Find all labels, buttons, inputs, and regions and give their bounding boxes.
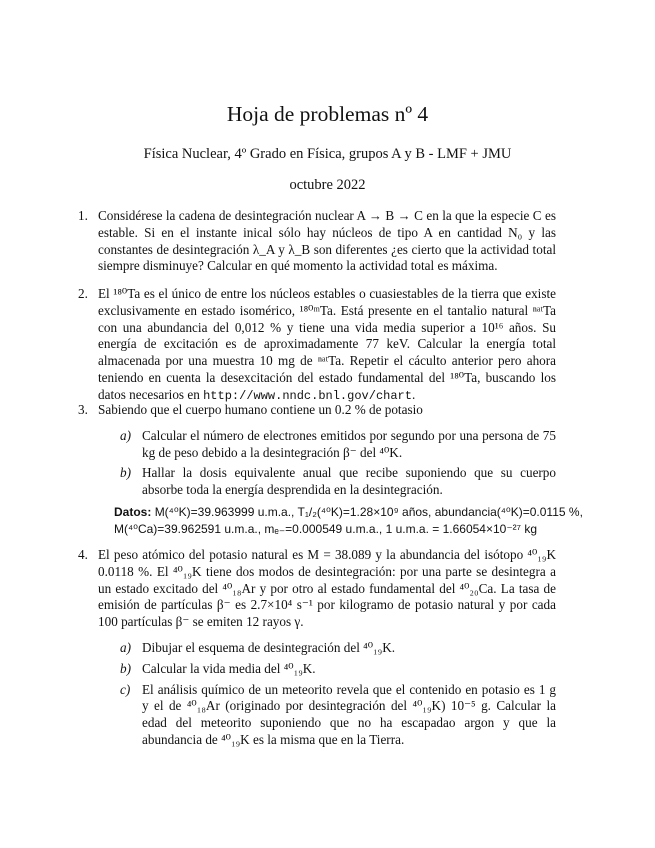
data-line-2: M(⁴⁰Ca)=39.962591 u.m.a., mₑ₋=0.000549 u.m.a., 1 u.m.a. = 1.66054×10⁻²⁷ kg: [114, 522, 538, 536]
problem-2: [78, 286, 556, 405]
subproblem-text: Hallar la dosis equivalente anual que recibe suponiendo que su cuerpo absorbe toda la energía desprendida en la desintegración.: [142, 465, 556, 498]
subproblem-a: [120, 427, 556, 462]
subproblem-text: El análisis químico de un meteorito revela que el contenido en potasio es 1 g y el de ⁴⁰₁₈Ar (originado por desintegración del ⁴⁰₁₉K) 10⁻⁵ g. Calcular la edad del meteorito suponiendo que no ha escapadao argon y que la abundancia de ⁴⁰₁₉K es la misma que en la Tierra.: [142, 681, 556, 747]
problem-text: El ¹⁸⁰Ta es el único de entre los núcleos estables o cuasiestables de la tierra que existe exclusivamente en estado isomérico, ¹⁸⁰ᵐTa. Está presente en el tantalio natural ⁿᵃᵗTa con una abundancia del 0,012 % y tiene una vida media superior a 10¹⁶ años. Su energía de excitación es de aproximadamente 77 keV. Calcular la energía total almacenada por una muestra 10 mg de ⁿᵃᵗTa. Repetir el cáculto anterior pero ahora teniendo en cuenta la desexcitación del estado fundamental del ¹⁸⁰Ta, buscando los datos necesarios en http://www.nndc.bnl.gov/chart.: [98, 286, 556, 403]
problem-3: [78, 402, 556, 499]
subproblem-label: a): [120, 639, 131, 655]
subproblem-label: c): [120, 681, 131, 697]
problem-text-main: El ¹⁸⁰Ta es el único de entre los núcleos estables o cuasiestables de la tierra que existe exclusivamente en estado isomérico, ¹⁸⁰ᵐTa. Está presente en el tantalio natural ⁿᵃᵗTa con una abundancia del 0,012 % y tiene una vida media superior a 10¹⁶ años. Su energía de excitación es de aproximadamente 77 keV. Calcular la energía total almacenada por una muestra 10 mg de ⁿᵃᵗTa. Repetir el cáculto anterior pero ahora teniendo en cuenta la desexcitación del estado fundamental del ¹⁸⁰Ta, buscando los datos necesarios en: [98, 286, 556, 402]
subproblem-text: Calcular el número de electrones emitidos por segundo por una persona de 75 kg de peso debido a la desintegración β⁻ del ⁴⁰K.: [142, 427, 556, 460]
subproblem-text: Dibujar el esquema de desintegración del ⁴⁰₁₉K.: [142, 639, 396, 655]
problem-text: El peso atómico del potasio natural es M = 38.089 y la abundancia del isótopo ⁴⁰₁₉K 0.0118 %. El ⁴⁰₁₉K tiene dos modos de desintegración: por una parte se desintegra a un estado excitado del ⁴⁰₁₈Ar y por otro al estado fundamental del ⁴⁰₂₀Ca. La tasa de emisión de partículas β⁻ es 2.7×10⁴ s⁻¹ por kilogramo de potasio natural y por cada 100 partículas β⁻ se emiten 12 rayos γ.: [98, 547, 556, 630]
data-line-1: [114, 504, 584, 521]
problem-text: Considérese la cadena de desintegración nuclear A → B → C en la que la especie C es estable. Si en el instante inical sólo hay núcleos de tipo A en cantidad N₀ y las constantes de desintegración λ_A y λ_B son diferentes ¿es cierto que la actividad total siempre disminuye? Calcular en qué momento la actividad total es máxima.: [98, 208, 556, 274]
problem-number: 4.: [78, 547, 88, 562]
problem-text: Sabiendo que el cuerpo humano contiene un 0.2 % de potasio: [98, 402, 423, 417]
subproblem-label: a): [120, 427, 131, 443]
page-title: Hoja de problemas nº 4: [226, 102, 429, 126]
url-link[interactable]: http://www.nndc.bnl.gov/chart: [203, 388, 412, 403]
subproblem-label: b): [120, 660, 131, 676]
subproblem-b: [120, 465, 556, 499]
problem-number: 3.: [78, 402, 88, 417]
page-date: octubre 2022: [289, 177, 366, 193]
subproblem-c: [120, 681, 556, 749]
data-block: [114, 504, 584, 538]
subproblem-b: [120, 660, 556, 678]
problem-4: [78, 547, 556, 749]
data-label: Datos:: [114, 505, 152, 519]
subproblem-label: b): [120, 465, 131, 481]
problem-number: 1.: [78, 208, 88, 223]
data-values-1: M(⁴⁰K)=39.963999 u.m.a., T₁/₂(⁴⁰K)=1.28×10⁹ años, abundancia(⁴⁰K)=0.0115 %,: [154, 505, 583, 519]
page-subtitle: Física Nuclear, 4º Grado en Física, grupos A y B - LMF + JMU: [143, 146, 512, 162]
subproblem-text: Calcular la vida media del ⁴⁰₁₉K.: [142, 660, 316, 676]
subproblem-a: [120, 639, 556, 657]
problem-number: 2.: [78, 286, 88, 301]
problem-1: [78, 208, 556, 275]
